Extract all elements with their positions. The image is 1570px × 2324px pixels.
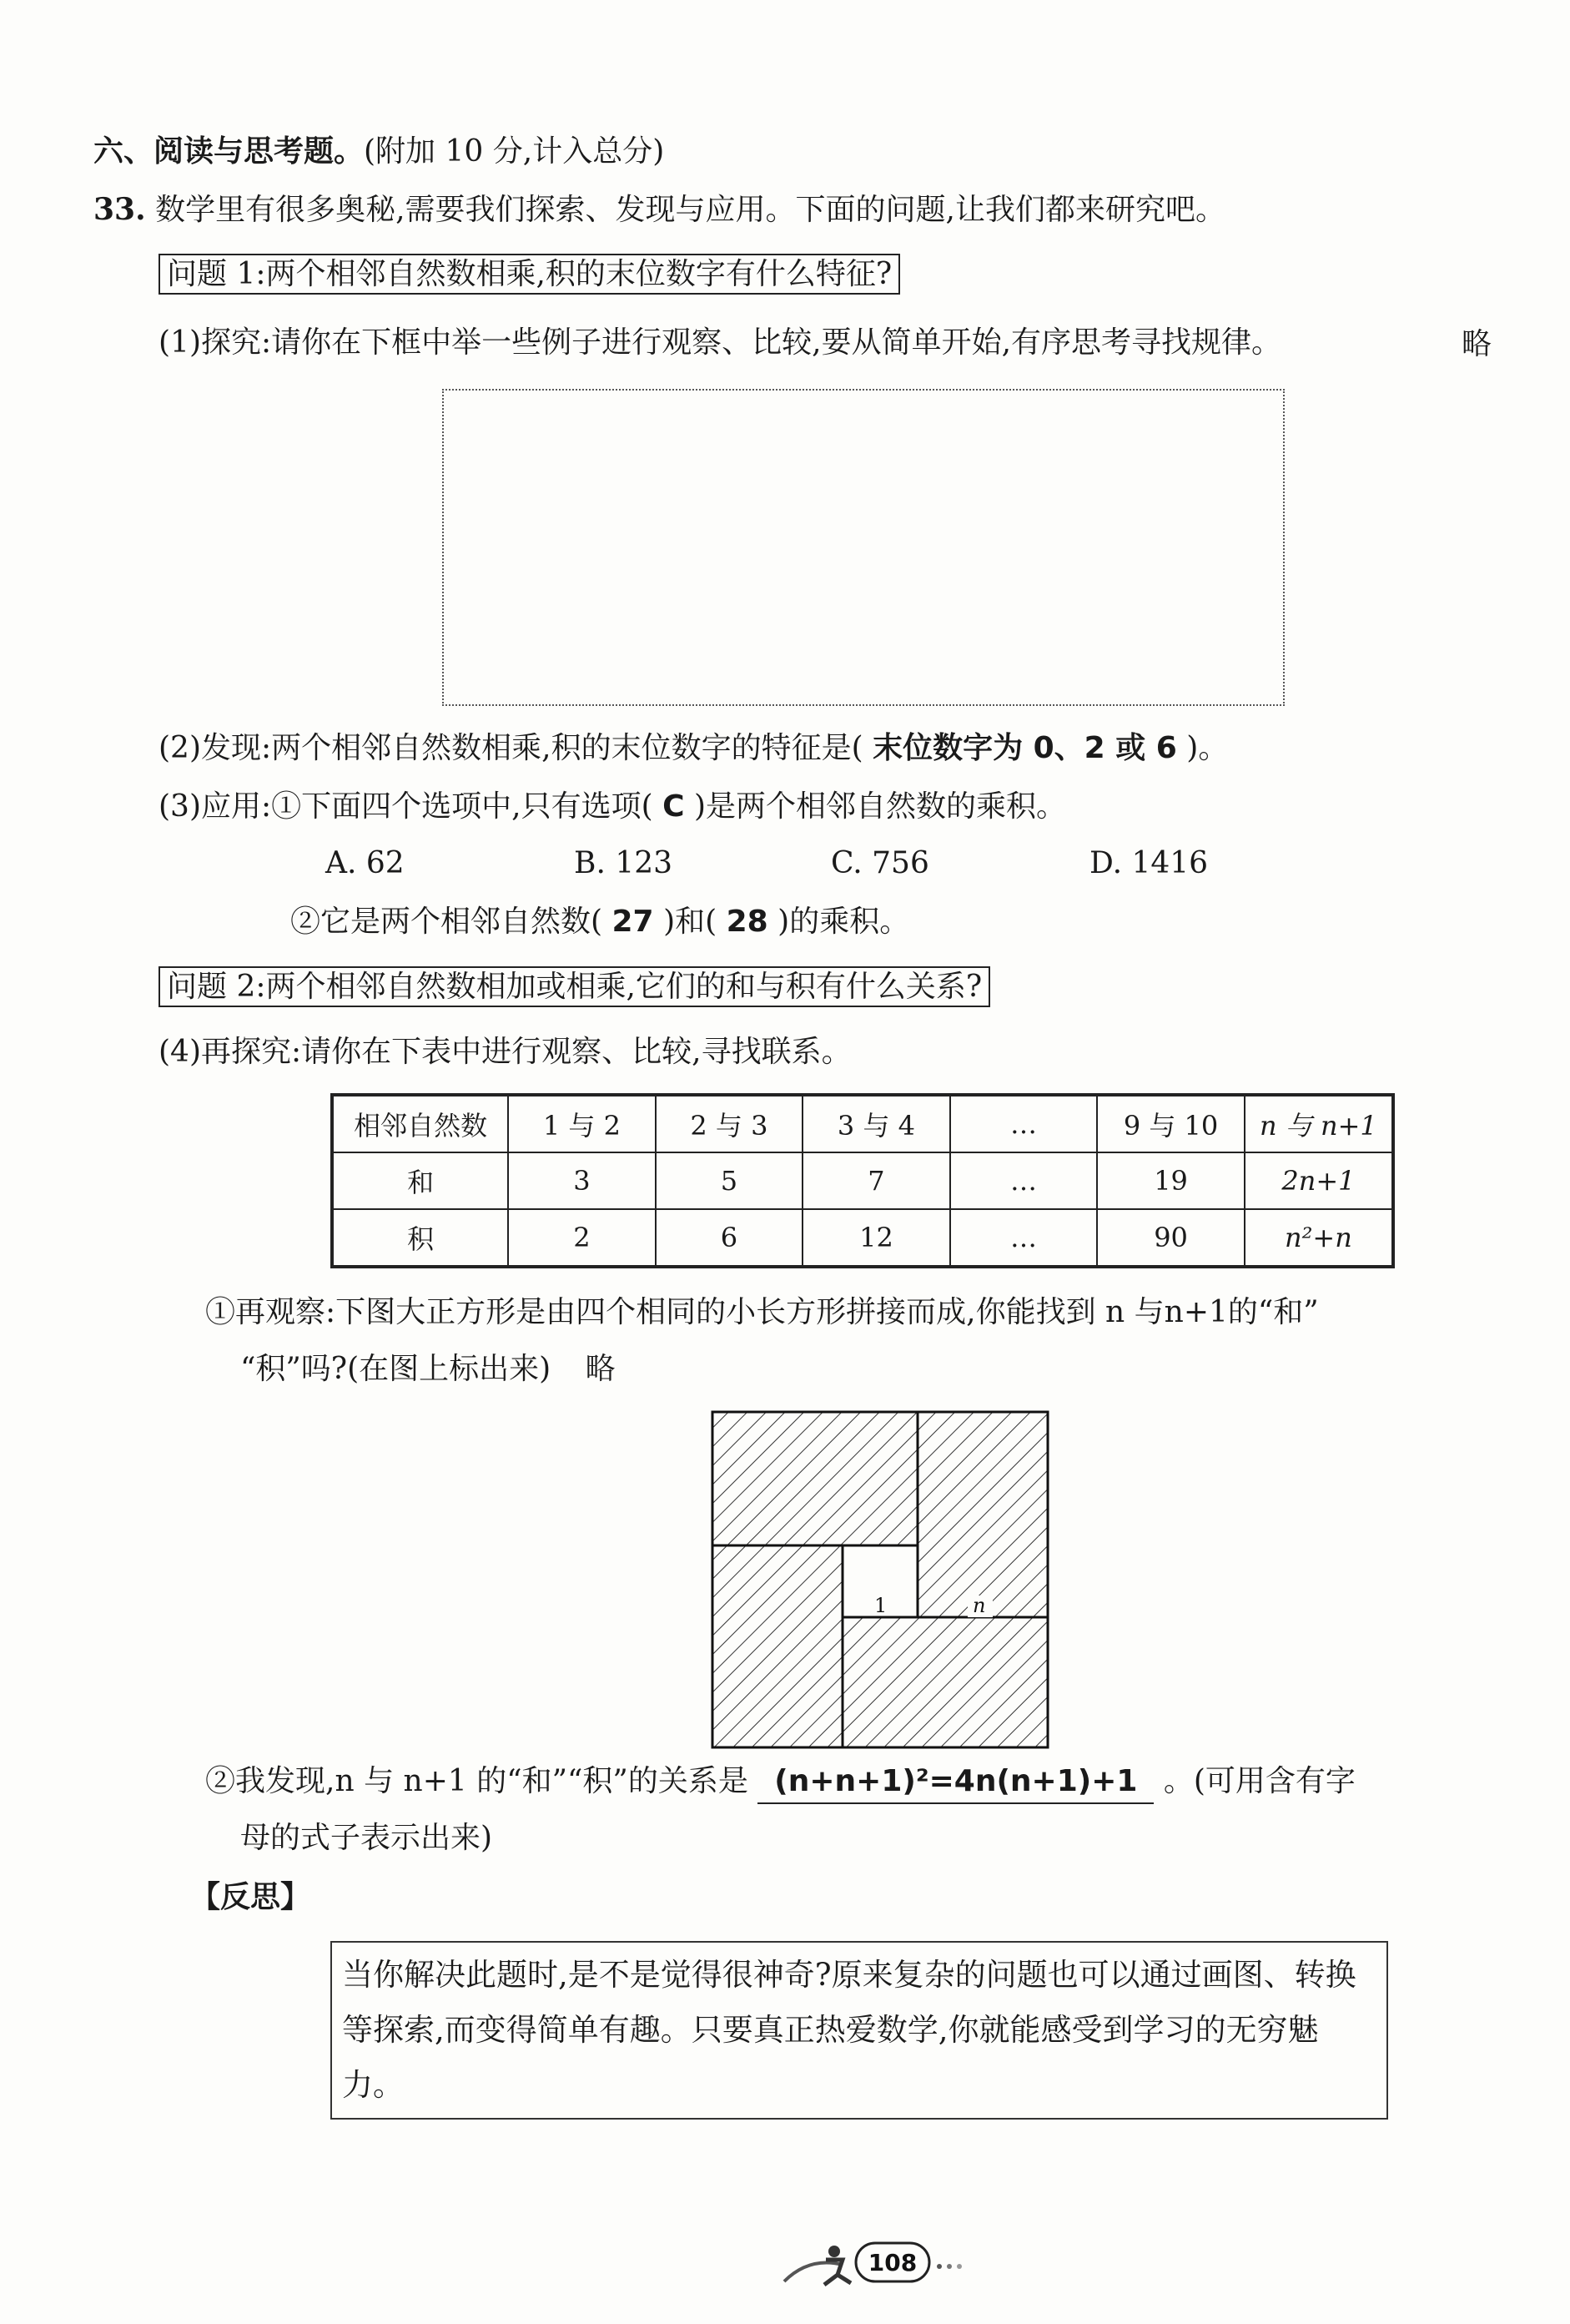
part3b-close: )的乘积。 [777, 905, 910, 939]
dot-icon [947, 2264, 952, 2269]
option-c: C. 756 [831, 846, 929, 880]
table-header-cell: n 与 n+1 [1245, 1095, 1393, 1152]
discover-text: ②我发现,n 与 n+1 的“和”“积”的关系是 [205, 1764, 748, 1798]
table-row-sum [332, 1152, 1393, 1209]
square-figure [711, 1410, 1049, 1749]
section-header [93, 132, 664, 171]
table-cell: n²+n [1245, 1209, 1393, 1267]
part2-text: (2)发现:两个相邻自然数相乘,积的末位数字的特征是( [159, 731, 863, 765]
part3b-text: ②它是两个相邻自然数( [290, 905, 603, 939]
table-cell: 19 [1097, 1152, 1245, 1209]
part2-answer: 末位数字为 0、2 或 6 [873, 731, 1177, 765]
table-cell: 和 [332, 1152, 508, 1209]
discover-close: 。(可用含有字 [1163, 1764, 1356, 1798]
rect-bottom-right [843, 1617, 1048, 1747]
part3-text: (3)应用:①下面四个选项中,只有选项( [159, 789, 653, 824]
part2-line [159, 729, 1228, 768]
part1-answer: 略 [1462, 327, 1492, 361]
part3b-answer2: 28 [726, 905, 768, 939]
part1-line [159, 324, 1281, 362]
table-cell: 积 [332, 1209, 508, 1267]
problem2-title [159, 968, 990, 1006]
page-footer [776, 2231, 968, 2298]
relation-table [330, 1093, 1395, 1268]
part4-line [159, 1033, 852, 1071]
part3b-answer1: 27 [611, 905, 654, 939]
option-a: A. 62 [325, 846, 405, 880]
table-header-cell: 2 与 3 [656, 1095, 803, 1152]
discover-line [205, 1762, 1356, 1804]
discover-line-2: 母的式子表示出来) [240, 1821, 493, 1855]
reflection-body: 当你解决此题时,是不是觉得很神奇?原来复杂的问题也可以通过画图、转换等探索,而变得简单有趣。只要真正热爱数学,你就能感受到学习的无穷魅力。 [342, 1957, 1356, 2103]
part3b-mid: )和( [663, 905, 717, 939]
table-header-cell: 9 与 10 [1097, 1095, 1245, 1152]
page-number: 108 [868, 2249, 918, 2276]
section-title: 六、阅读与思考题。 [93, 134, 365, 169]
observe-line-2 [240, 1350, 616, 1389]
work-box[interactable] [442, 389, 1285, 706]
reflection-title: 【反思】 [190, 1879, 311, 1914]
question-number: 33. [93, 192, 146, 227]
dot-icon [957, 2264, 962, 2269]
table-cell: 5 [656, 1152, 803, 1209]
discover-answer: (n+n+1)²=4n(n+1)+1 [757, 1762, 1154, 1804]
part2-close: )。 [1186, 731, 1229, 765]
runner-head-icon [828, 2246, 840, 2257]
table-cell: 90 [1097, 1209, 1245, 1267]
problem2-title-text: 问题 2:两个相邻自然数相加或相乘,它们的和与积有什么关系? [159, 966, 990, 1007]
table-row-product [332, 1209, 1393, 1267]
part3-answer: C [662, 789, 685, 824]
table-header-cell: 相邻自然数 [332, 1095, 508, 1152]
question-intro [93, 190, 1225, 229]
part4-text: (4)再探究:请你在下表中进行观察、比较,寻找联系。 [159, 1035, 852, 1069]
problem1-title-text: 问题 1:两个相邻自然数相乘,积的末位数字有什么特征? [159, 254, 900, 295]
problem1-title [159, 255, 900, 294]
observe-text-2: “积”吗?(在图上标出来) [240, 1352, 551, 1386]
part1-text: (1)探究:请你在下框中举一些例子进行观察、比较,要从简单开始,有序思考寻找规律。 [159, 325, 1282, 360]
table-cell: … [950, 1152, 1098, 1209]
figure-label-n: n [973, 1594, 986, 1617]
table-header-cell: 1 与 2 [508, 1095, 656, 1152]
question-intro-text: 数学里有很多奥秘,需要我们探索、发现与应用。下面的问题,让我们都来研究吧。 [155, 193, 1225, 227]
table-header-cell: 3 与 4 [803, 1095, 950, 1152]
part3-line [159, 788, 1066, 826]
observe-answer: 略 [585, 1352, 616, 1386]
table-cell: 3 [508, 1152, 656, 1209]
table-cell: 2n+1 [1245, 1152, 1393, 1209]
table-cell: … [950, 1209, 1098, 1267]
rect-bottom-left [712, 1545, 843, 1747]
table-header-cell: … [950, 1095, 1098, 1152]
table-cell: 6 [656, 1209, 803, 1267]
observe-line-1: ①再观察:下图大正方形是由四个相同的小长方形拼接而成,你能找到 n 与n+1的“和” [205, 1295, 1319, 1329]
section-note: (附加 10 分,计入总分) [364, 134, 665, 169]
figure-label-1: 1 [874, 1594, 888, 1617]
reflection-box [330, 1941, 1388, 2120]
option-b: B. 123 [574, 846, 673, 880]
table-header-row [332, 1095, 1393, 1152]
table-cell: 2 [508, 1209, 656, 1267]
table-cell: 12 [803, 1209, 950, 1267]
part3-close: )是两个相邻自然数的乘积。 [693, 789, 1066, 824]
table-cell: 7 [803, 1152, 950, 1209]
rect-top-right [918, 1412, 1048, 1617]
part3b-line [290, 903, 909, 941]
option-d: D. 1416 [1089, 846, 1209, 880]
rect-top-left [712, 1412, 918, 1545]
dot-icon [937, 2264, 942, 2269]
